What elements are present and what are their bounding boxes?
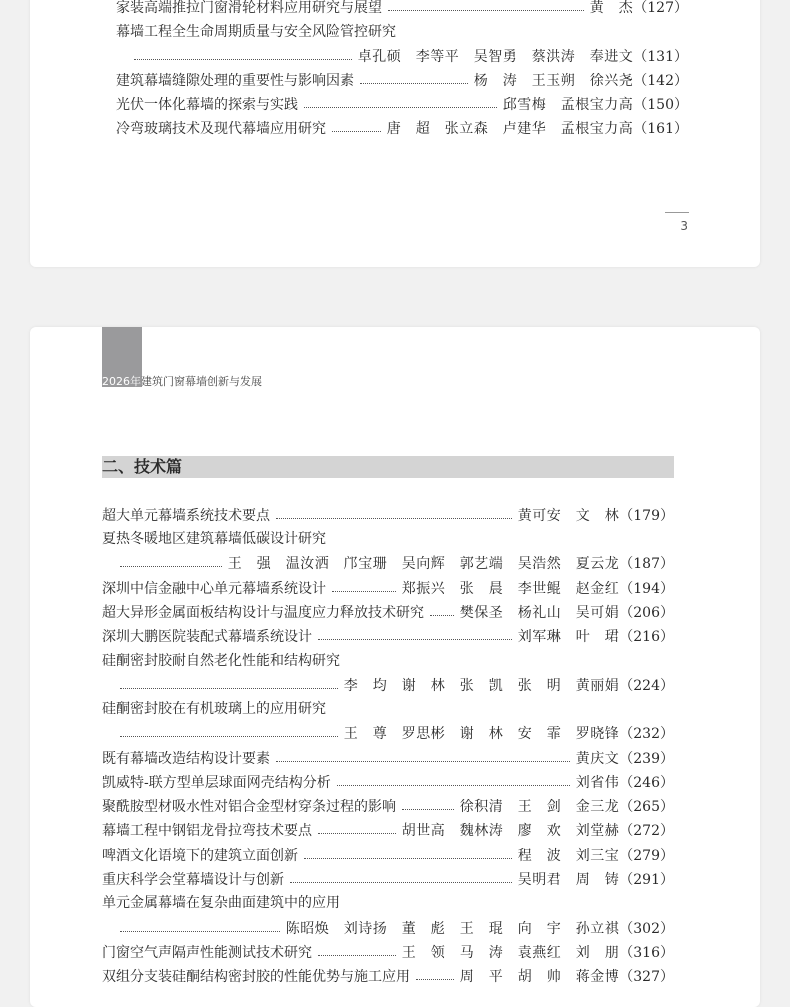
entry-authors: 郑振兴 张 晨 李世鲲 赵金红 bbox=[401, 581, 620, 597]
entry-page: （246） bbox=[619, 775, 674, 791]
toc-entry bbox=[102, 964, 674, 988]
toc-entry bbox=[102, 843, 674, 867]
toc-entry bbox=[120, 916, 674, 940]
running-title: 建筑门窗幕墙创新与发展 bbox=[141, 375, 262, 388]
page-number-rule bbox=[665, 212, 689, 213]
entry-page: （272） bbox=[619, 823, 674, 839]
entry-title: 单元金属幕墙在复杂曲面建筑中的应用 bbox=[102, 895, 340, 911]
entry-page: （127） bbox=[633, 0, 688, 16]
entry-authors: 邱雪梅 孟根宝力高 bbox=[502, 97, 634, 113]
toc-entry bbox=[120, 721, 674, 745]
dot-leader bbox=[120, 931, 280, 932]
toc-page-3 bbox=[30, 0, 760, 267]
dot-leader bbox=[332, 591, 396, 592]
entry-authors: 黄可安 文 林 bbox=[517, 508, 620, 524]
entry-authors: 杨 涛 王玉朔 徐兴尧 bbox=[473, 73, 634, 89]
entry-page: （279） bbox=[619, 848, 674, 864]
entry-authors: 王 强 温汝洒 邝宝珊 吴向辉 郭艺端 吴浩然 夏云龙 bbox=[227, 556, 620, 572]
running-year: 2026年 bbox=[102, 375, 141, 388]
dot-leader bbox=[402, 809, 454, 810]
toc-entry bbox=[102, 794, 674, 818]
toc-entry bbox=[120, 673, 674, 697]
dot-leader bbox=[276, 761, 570, 762]
entry-title: 建筑幕墙缝隙处理的重要性与影响因素 bbox=[116, 73, 354, 89]
toc-entry bbox=[120, 551, 674, 575]
dot-leader bbox=[337, 785, 570, 786]
dot-leader bbox=[318, 955, 396, 956]
toc-entry bbox=[102, 600, 674, 624]
entry-title: 幕墙工程中钢铝龙骨拉弯技术要点 bbox=[102, 823, 312, 839]
entry-page: （131） bbox=[633, 49, 688, 65]
entry-authors: 樊保圣 杨礼山 吴可娟 bbox=[459, 605, 620, 621]
entry-authors: 陈昭焕 刘诗扬 董 彪 王 琨 向 宇 孙立祺 bbox=[285, 921, 620, 937]
dot-leader bbox=[304, 858, 512, 859]
toc-entry bbox=[116, 68, 688, 92]
entry-page: （316） bbox=[619, 945, 674, 961]
section-heading: 二、技术篇 bbox=[102, 456, 674, 478]
dot-leader bbox=[332, 131, 381, 132]
entry-authors: 胡世高 魏林涛 廖 欢 刘堂赫 bbox=[401, 823, 620, 839]
entry-title: 硅酮密封胶在有机玻璃上的应用研究 bbox=[102, 701, 326, 717]
dot-leader bbox=[304, 107, 497, 108]
entry-authors: 王 领 马 涛 袁燕红 刘 朋 bbox=[401, 945, 620, 961]
entry-title: 深圳中信金融中心单元幕墙系统设计 bbox=[102, 581, 326, 597]
dot-leader bbox=[360, 83, 468, 84]
entry-title: 重庆科学会堂幕墙设计与创新 bbox=[102, 872, 284, 888]
entry-page: （150） bbox=[633, 97, 688, 113]
dot-leader bbox=[416, 979, 454, 980]
entry-title: 超大单元幕墙系统技术要点 bbox=[102, 508, 270, 524]
entry-page: （142） bbox=[633, 73, 688, 89]
entry-page: （206） bbox=[619, 605, 674, 621]
toc-entry bbox=[102, 818, 674, 842]
entry-authors: 唐 超 张立森 卢建华 孟根宝力高 bbox=[386, 121, 634, 137]
entry-page: （327） bbox=[619, 969, 674, 985]
entry-page: （187） bbox=[619, 556, 674, 572]
entry-title: 凯威特-联方型单层球面网壳结构分析 bbox=[102, 775, 331, 791]
toc-entry bbox=[102, 624, 674, 648]
entry-title: 深圳大鹏医院装配式幕墙系统设计 bbox=[102, 629, 312, 645]
entry-title: 家装高端推拉门窗滑轮材料应用研究与展望 bbox=[116, 0, 382, 16]
entry-title: 夏热冬暖地区建筑幕墙低碳设计研究 bbox=[102, 531, 326, 547]
toc-page-next bbox=[30, 327, 760, 1007]
entry-page: （161） bbox=[633, 121, 688, 137]
dot-leader bbox=[120, 566, 222, 567]
entry-title: 啤酒文化语境下的建筑立面创新 bbox=[102, 848, 298, 864]
entry-authors: 黄 杰 bbox=[589, 0, 634, 16]
entry-page: （216） bbox=[619, 629, 674, 645]
entry-title: 超大异形金属面板结构设计与温度应力释放技术研究 bbox=[102, 605, 424, 621]
running-header bbox=[102, 375, 262, 389]
entry-authors: 黄庆文 bbox=[575, 751, 620, 767]
entry-page: （232） bbox=[619, 726, 674, 742]
entry-page: （239） bbox=[619, 751, 674, 767]
dot-leader bbox=[388, 10, 584, 11]
entry-title: 幕墙工程全生命周期质量与安全风险管控研究 bbox=[116, 24, 396, 40]
entry-page: （291） bbox=[619, 872, 674, 888]
entry-title: 双组分支装硅酮结构密封胶的性能优势与施工应用 bbox=[102, 969, 410, 985]
dot-leader bbox=[120, 736, 338, 737]
dot-leader bbox=[134, 59, 352, 60]
entry-authors: 王 尊 罗思彬 谢 林 安 霏 罗晓锋 bbox=[343, 726, 620, 742]
entry-title: 硅酮密封胶耐自然老化性能和结构研究 bbox=[102, 653, 340, 669]
entry-title: 既有幕墙改造结构设计要素 bbox=[102, 751, 270, 767]
toc-entry bbox=[134, 44, 688, 68]
entry-authors: 吴明君 周 铸 bbox=[517, 872, 620, 888]
toc-entry bbox=[116, 92, 688, 116]
entry-authors: 程 波 刘三宝 bbox=[517, 848, 620, 864]
dot-leader bbox=[120, 688, 338, 689]
dot-leader bbox=[318, 833, 396, 834]
toc-entry bbox=[102, 503, 674, 527]
entry-title: 冷弯玻璃技术及现代幕墙应用研究 bbox=[116, 121, 326, 137]
entry-page: （179） bbox=[619, 508, 674, 524]
dot-leader bbox=[276, 518, 512, 519]
entry-title: 光伏一体化幕墙的探索与实践 bbox=[116, 97, 298, 113]
toc-entry bbox=[116, 116, 688, 140]
entry-page: （302） bbox=[619, 921, 674, 937]
toc-entry bbox=[102, 746, 674, 770]
toc-entry bbox=[102, 576, 674, 600]
page-number: 3 bbox=[680, 219, 688, 233]
dot-leader bbox=[318, 639, 512, 640]
toc-entry bbox=[102, 770, 674, 794]
entry-authors: 徐积清 王 剑 金三龙 bbox=[459, 799, 620, 815]
entry-page: （194） bbox=[619, 581, 674, 597]
toc-entry bbox=[102, 940, 674, 964]
dot-leader bbox=[430, 615, 454, 616]
entry-authors: 卓孔硕 李等平 吴智勇 蔡洪涛 奉进文 bbox=[357, 49, 634, 65]
entry-page: （265） bbox=[619, 799, 674, 815]
entry-authors: 刘省伟 bbox=[575, 775, 620, 791]
toc-entry bbox=[102, 867, 674, 891]
dot-leader bbox=[290, 882, 512, 883]
entry-title: 门窗空气声隔声性能测试技术研究 bbox=[102, 945, 312, 961]
entry-page: （224） bbox=[619, 678, 674, 694]
entry-authors: 李 均 谢 林 张 凯 张 明 黄丽娟 bbox=[343, 678, 620, 694]
entry-title: 聚酰胺型材吸水性对铝合金型材穿条过程的影响 bbox=[102, 799, 396, 815]
entry-authors: 周 平 胡 帅 蒋金博 bbox=[459, 969, 620, 985]
entry-authors: 刘军琳 叶 珺 bbox=[517, 629, 620, 645]
toc-entry bbox=[116, 0, 688, 19]
